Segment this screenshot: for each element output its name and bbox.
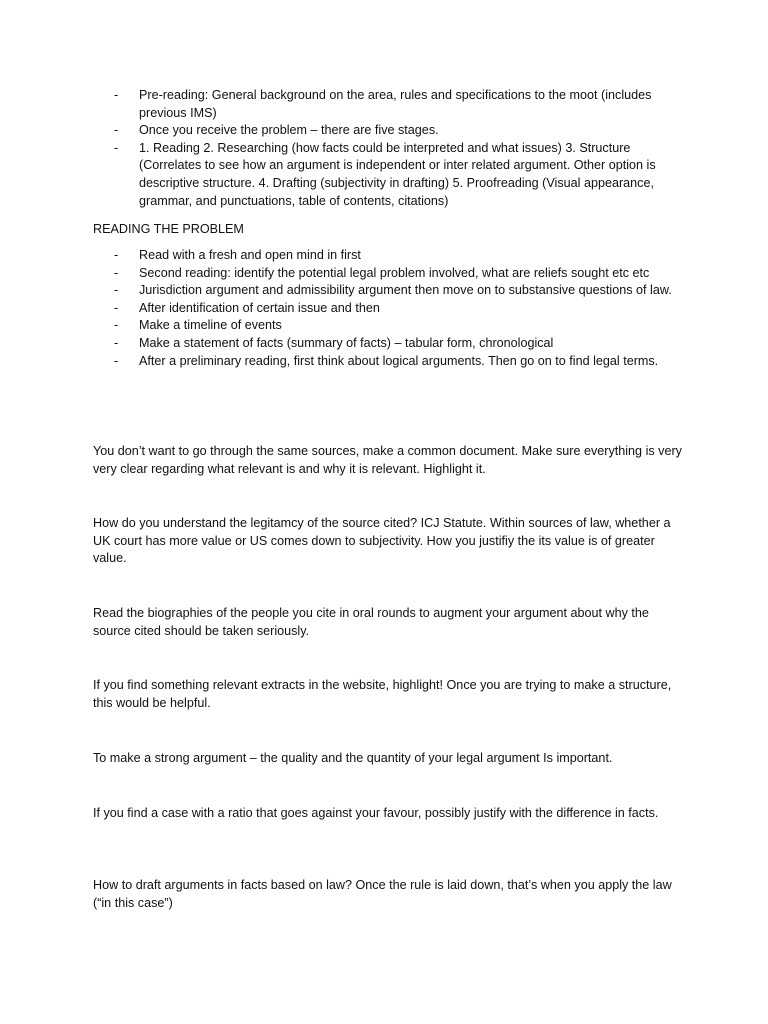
list-item: - After identification of certain issue and then [114,300,380,315]
list-item: - Read with a fresh and open mind in first [114,248,361,262]
list-item: - Once you receive the problem – there are five stages. [114,123,439,138]
reading-bullet-list [114,247,674,370]
list-item: - Jurisdiction argument and admissibility argument then move on to substansive questions of law. [114,283,672,298]
list-item-text: After a preliminary reading, first think about logical arguments. Then go on to find legal terms. [139,353,659,368]
list-item-text: Pre-reading: General background on the area, rules and specifications to the moot (includes previous IMS) [139,88,652,120]
list-item: - 1. Reading 2. Researching (how facts could be interpreted and what issues) 3. Structure (Correlates to see how an argument is independent or inter related argument. Other option is descriptive structure. 4. Drafting (subjectivity in drafting) 5. Proofreading (Visual appearance, grammar, and punctuations, table of contents, citations) [114,140,656,208]
list-item: - Make a timeline of events [114,318,282,333]
list-item-text: 1. Reading 2. Researching (how facts could be interpreted and what issues) 3. Structure (Correlates to see how an argument is independent or inter related argument. Other option is descriptive structure. 4. Drafting (subjectivity in drafting) 5. Proofreading (Visual appearance, grammar, and punctuations, table of contents, citations) [139,140,656,208]
paragraph: If you find a case with a ratio that goes against your favour, possibly justify with the difference in facts. [93,806,659,820]
intro-bullet-list [114,87,674,210]
list-item: - After a preliminary reading, first think about logical arguments. Then go on to find legal terms. [114,353,659,368]
section-heading: READING THE PROBLEM [93,222,244,236]
list-item-text: Jurisdiction argument and admissibility argument then move on to substansive questions of law. [139,283,672,298]
list-item-text: Read with a fresh and open mind in first [139,248,361,262]
paragraph: How do you understand the legitamcy of the source cited? ICJ Statute. Within sources of law, whether a UK court has more value or US comes down to subjectivity. How you justifiy the its value is of greater value. [93,516,671,566]
list-item: - Pre-reading: General background on the area, rules and specifications to the moot (includes previous IMS) [114,88,652,120]
list-item-text: After identification of certain issue and then [139,300,380,315]
paragraph: Read the biographies of the people you cite in oral rounds to augment your argument about why the source cited should be taken seriously. [93,606,649,638]
list-item-text: Second reading: identify the potential legal problem involved, what are reliefs sought etc etc [139,265,650,280]
list-item: - Make a statement of facts (summary of facts) – tabular form, chronological [114,335,554,350]
list-item-text: Once you receive the problem – there are five stages. [139,123,439,138]
list-item-text: Make a statement of facts (summary of facts) – tabular form, chronological [139,335,554,350]
list-item-text: Make a timeline of events [139,318,282,333]
paragraph: If you find something relevant extracts in the website, highlight! Once you are trying to make a structure, this would be helpful. [93,678,672,710]
paragraph: To make a strong argument – the quality and the quantity of your legal argument Is important. [93,751,613,765]
paragraph: You don’t want to go through the same sources, make a common document. Make sure everything is very very clear regarding what relevant is and why it is relevant. Highlight it. [93,444,682,476]
paragraph: How to draft arguments in facts based on law? Once the rule is laid down, that’s when you apply the law (“in this case”) [93,878,672,910]
list-item: - Second reading: identify the potential legal problem involved, what are reliefs sought etc etc [114,265,650,280]
